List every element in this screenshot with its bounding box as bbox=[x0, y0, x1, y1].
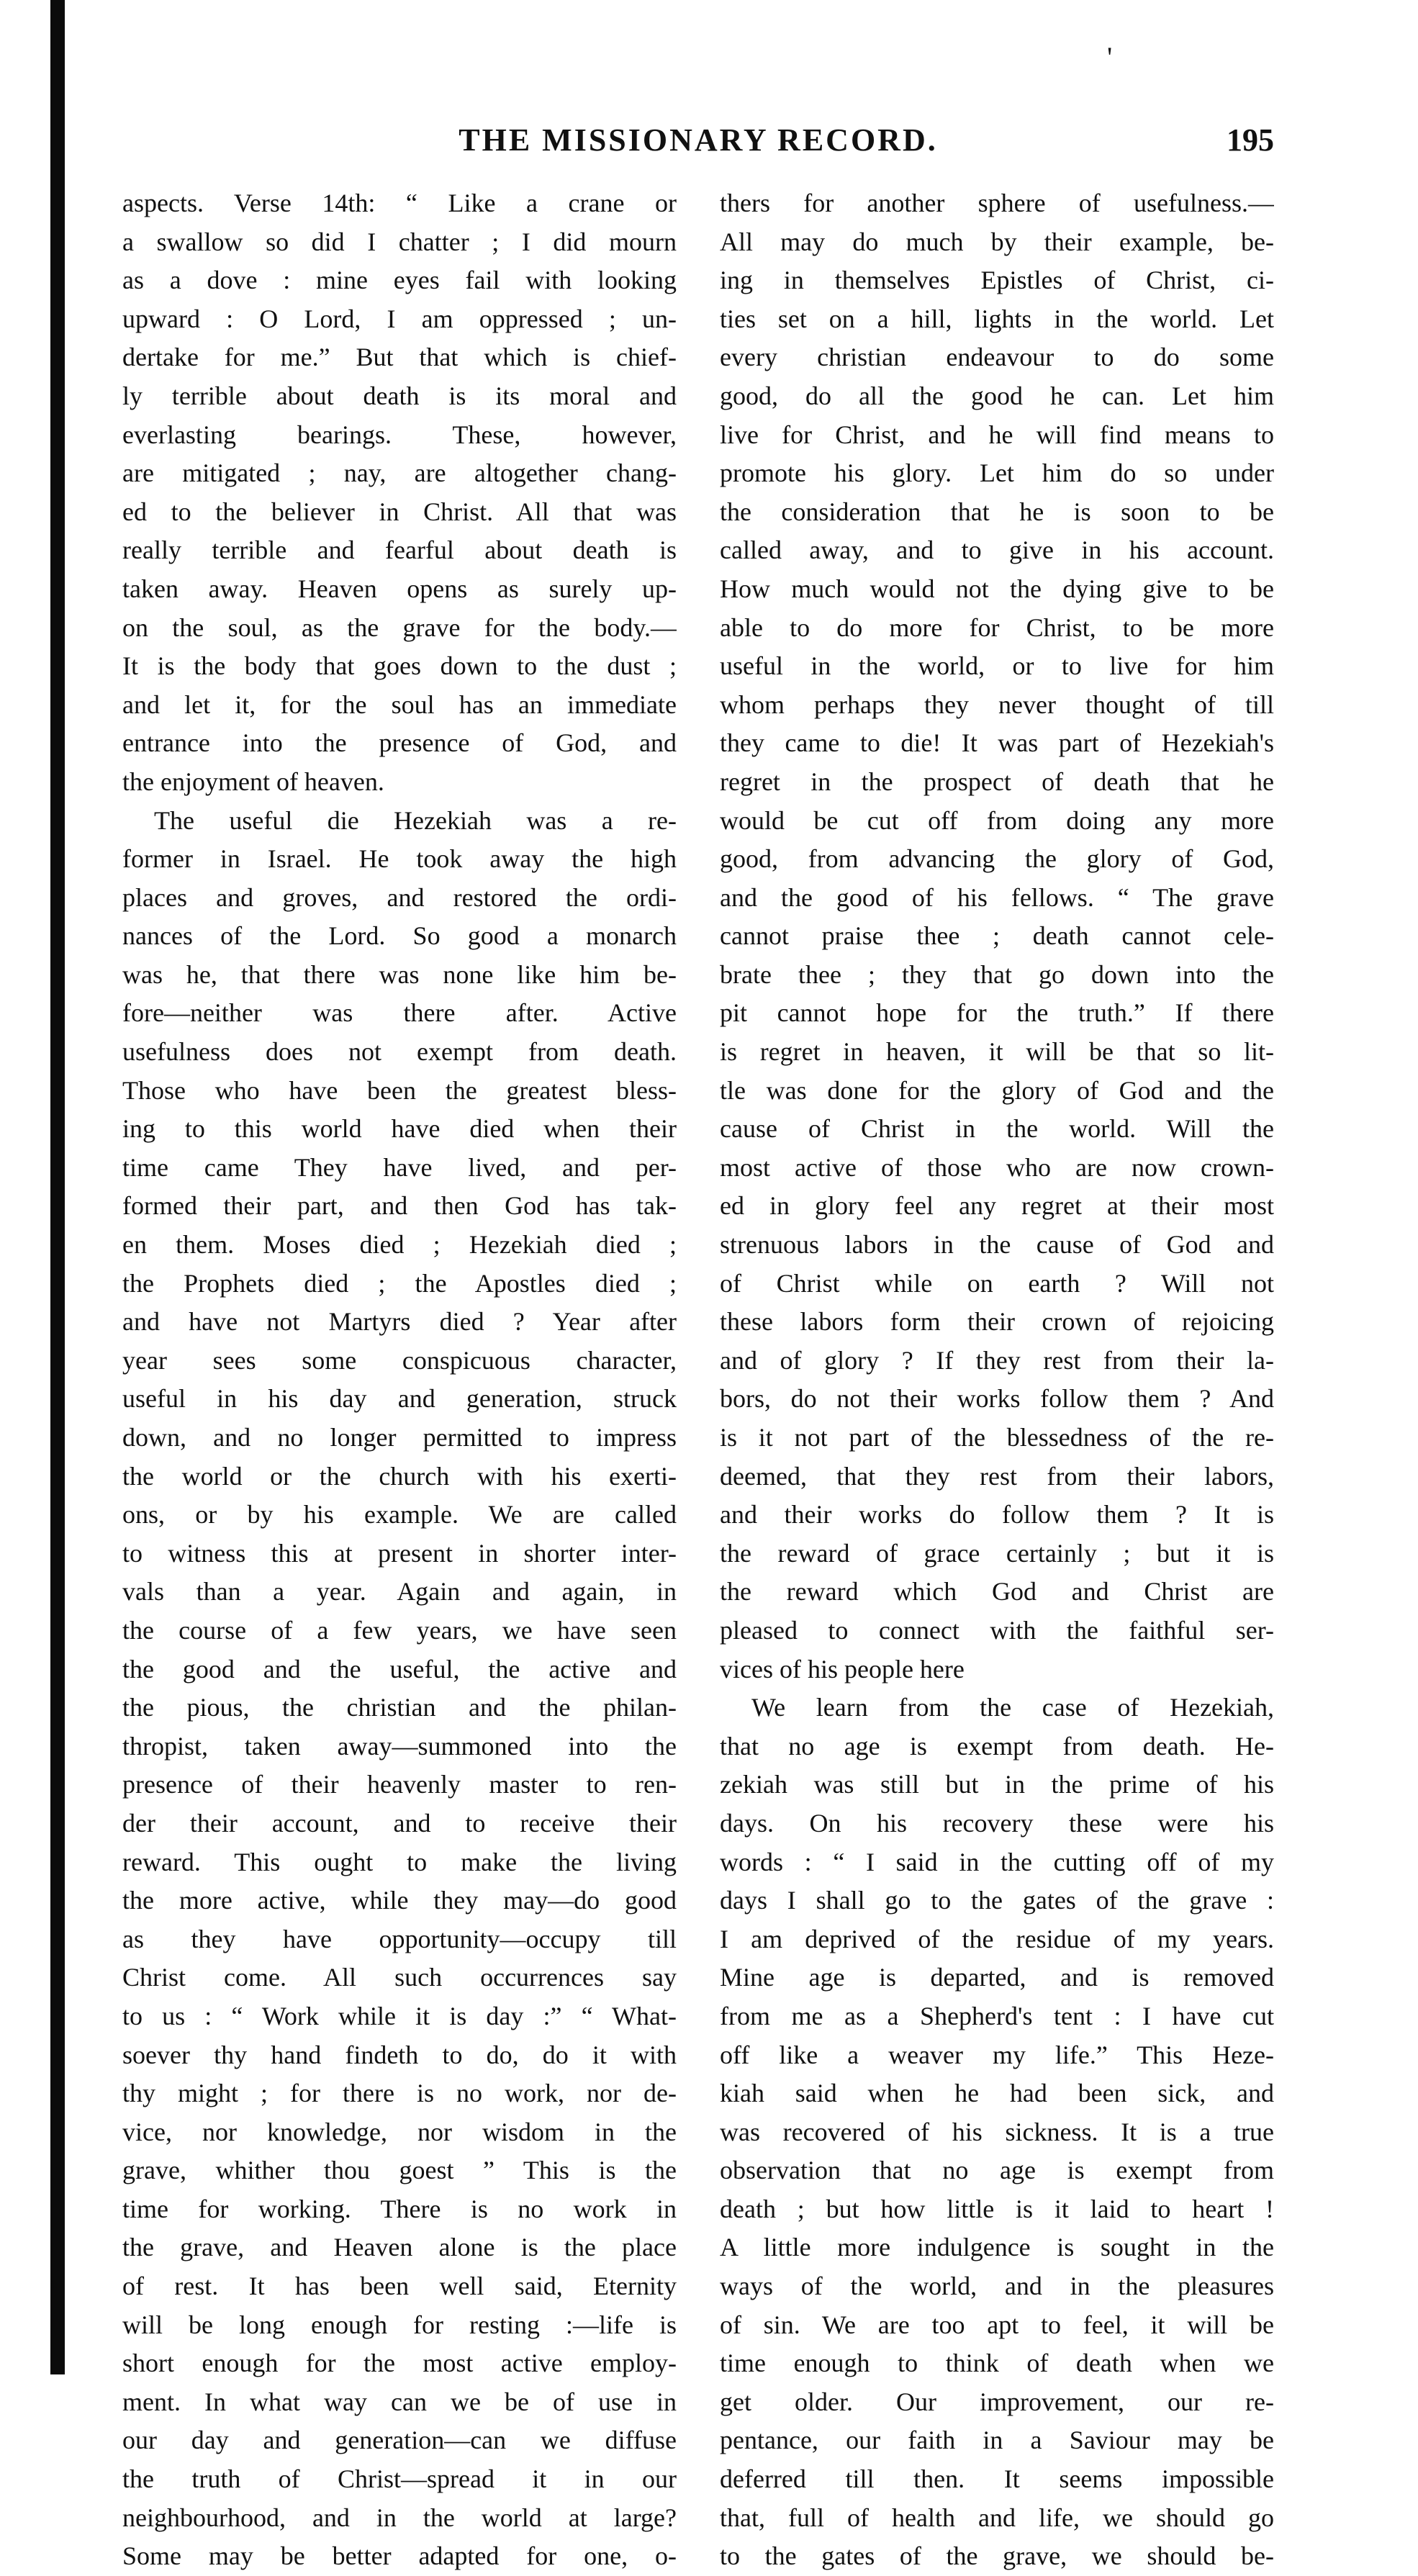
text-line: deferred till then. It seems impossible bbox=[720, 2464, 1274, 2494]
page bbox=[122, 41, 1274, 2571]
text-line: is it not part of the blessedness of the re- bbox=[720, 1423, 1274, 1452]
text-line: everlasting bearings. These, however, bbox=[122, 420, 677, 449]
text-line: short enough for the most active employ- bbox=[122, 2349, 677, 2378]
left-column bbox=[122, 184, 677, 2576]
text-line: live for Christ, and he will find means to bbox=[720, 420, 1274, 449]
text-line: the course of a few years, we have seen bbox=[122, 1615, 677, 1645]
text-line: most active of those who are now crown- bbox=[720, 1152, 1274, 1182]
text-line: neighbourhood, and in the world at large? bbox=[122, 2503, 677, 2532]
text-line: time enough to think of death when we bbox=[720, 2349, 1274, 2378]
text-line: to the gates of the grave, we should be- bbox=[720, 2541, 1274, 2571]
text-line: regret in the prospect of death that he bbox=[720, 767, 1274, 796]
text-line: promote his glory. Let him do so under bbox=[720, 458, 1274, 488]
text-line: the grave, and Heaven alone is the place bbox=[122, 2233, 677, 2262]
text-line: off like a weaver my life.” This Heze- bbox=[720, 2040, 1274, 2069]
corner-mark: ' bbox=[1107, 41, 1113, 73]
text-line: are mitigated ; nay, are altogether chang- bbox=[122, 458, 677, 488]
page-number: 195 bbox=[1227, 122, 1274, 158]
text-line: Those who have been the greatest bless- bbox=[122, 1075, 677, 1105]
text-line: these labors form their crown of rejoicing bbox=[720, 1307, 1274, 1337]
binding-edge bbox=[50, 0, 65, 2374]
text-line: every christian endeavour to do some bbox=[720, 343, 1274, 372]
text-line: Some may be better adapted for one, o- bbox=[122, 2541, 677, 2571]
text-line: thropist, taken away—summoned into the bbox=[122, 1731, 677, 1761]
text-line: ing in themselves Epistles of Christ, ci- bbox=[720, 266, 1274, 295]
text-line: ways of the world, and in the pleasures bbox=[720, 2272, 1274, 2301]
text-line: to witness this at present in shorter inter- bbox=[122, 1538, 677, 1568]
text-line: zekiah was still but in the prime of his bbox=[720, 1770, 1274, 1799]
text-line: the consideration that he is soon to be bbox=[720, 497, 1274, 526]
text-line: our day and generation—can we diffuse bbox=[122, 2426, 677, 2455]
text-line: All may do much by their example, be- bbox=[720, 227, 1274, 256]
text-line: of Christ while on earth ? Will not bbox=[720, 1268, 1274, 1298]
text-line: places and groves, and restored the ordi- bbox=[122, 882, 677, 912]
text-line: ly terrible about death is its moral and bbox=[122, 381, 677, 410]
text-line: to us : “ Work while it is day :” “ What- bbox=[122, 2001, 677, 2030]
text-line: that no age is exempt from death. He- bbox=[720, 1731, 1274, 1761]
right-column bbox=[720, 184, 1274, 2576]
text-line: ons, or by his example. We are called bbox=[122, 1500, 677, 1529]
text-line: the pious, the christian and the philan- bbox=[122, 1693, 677, 1722]
text-line: upward : O Lord, I am oppressed ; un- bbox=[122, 304, 677, 333]
text-line: The useful die Hezekiah was a re- bbox=[154, 805, 677, 835]
text-line: ed to the believer in Christ. All that was bbox=[122, 497, 677, 526]
text-line: We learn from the case of Hezekiah, bbox=[751, 1693, 1274, 1722]
text-line: usefulness does not exempt from death. bbox=[122, 1037, 677, 1067]
text-line: the world or the church with his exerti- bbox=[122, 1461, 677, 1491]
text-line: on the soul, as the grave for the body.— bbox=[122, 613, 677, 642]
text-line: the good and the useful, the active and bbox=[122, 1654, 677, 1684]
text-line: nances of the Lord. So good a monarch bbox=[122, 921, 677, 951]
text-line: whom perhaps they never thought of till bbox=[720, 690, 1274, 719]
text-line: taken away. Heaven opens as surely up- bbox=[122, 574, 677, 603]
text-line: pit cannot hope for the truth.” If there bbox=[720, 998, 1274, 1028]
text-line: as a dove : mine eyes fail with looking bbox=[122, 266, 677, 295]
text-line: year sees some conspicuous character, bbox=[122, 1345, 677, 1375]
running-title: THE MISSIONARY RECORD. bbox=[459, 122, 938, 158]
text-line: dertake for me.” But that which is chief- bbox=[122, 343, 677, 372]
text-line: the Prophets died ; the Apostles died ; bbox=[122, 1268, 677, 1298]
text-line: good, do all the good he can. Let him bbox=[720, 381, 1274, 410]
text-line: and their works do follow them ? It is bbox=[720, 1500, 1274, 1529]
text-line: really terrible and fearful about death is bbox=[122, 535, 677, 565]
text-line: pleased to connect with the faithful ser- bbox=[720, 1615, 1274, 1645]
text-line: the more active, while they may—do good bbox=[122, 1886, 677, 1915]
text-line: was he, that there was none like him be- bbox=[122, 959, 677, 989]
text-line: observation that no age is exempt from bbox=[720, 2156, 1274, 2185]
text-line: cause of Christ in the world. Will the bbox=[720, 1114, 1274, 1144]
text-line: was recovered of his sickness. It is a true bbox=[720, 2117, 1274, 2146]
text-line: How much would not the dying give to be bbox=[720, 574, 1274, 603]
text-line: is regret in heaven, it will be that so lit- bbox=[720, 1037, 1274, 1067]
text-line: brate thee ; they that go down into the bbox=[720, 959, 1274, 989]
text-line: It is the body that goes down to the dust ; bbox=[122, 651, 677, 681]
text-line: A little more indulgence is sought in the bbox=[720, 2233, 1274, 2262]
text-line: of sin. We are too apt to feel, it will be bbox=[720, 2310, 1274, 2339]
text-line: that, full of health and life, we should go bbox=[720, 2503, 1274, 2532]
text-line: days I shall go to the gates of the grave : bbox=[720, 1886, 1274, 1915]
text-line: a swallow so did I chatter ; I did mourn bbox=[122, 227, 677, 256]
text-line: the truth of Christ—spread it in our bbox=[122, 2464, 677, 2494]
text-line: thers for another sphere of usefulness.— bbox=[720, 189, 1274, 217]
text-line: pentance, our faith in a Saviour may be bbox=[720, 2426, 1274, 2455]
text-line: useful in the world, or to live for him bbox=[720, 651, 1274, 681]
text-line: death ; but how little is it laid to heart ! bbox=[720, 2194, 1274, 2223]
text-line: from me as a Shepherd's tent : I have cut bbox=[720, 2001, 1274, 2030]
text-line: presence of their heavenly master to ren- bbox=[122, 1770, 677, 1799]
text-line: kiah said when he had been sick, and bbox=[720, 2079, 1274, 2108]
text-line: der their account, and to receive their bbox=[122, 1808, 677, 1838]
text-line: I am deprived of the residue of my years. bbox=[720, 1924, 1274, 1953]
text-line: deemed, that they rest from their labors, bbox=[720, 1461, 1274, 1491]
running-head bbox=[122, 115, 1274, 166]
text-line: cannot praise thee ; death cannot cele- bbox=[720, 921, 1274, 951]
text-line: the enjoyment of heaven. bbox=[122, 767, 384, 796]
text-line: ing to this world have died when their bbox=[122, 1114, 677, 1144]
text-line: time came They have lived, and per- bbox=[122, 1152, 677, 1182]
text-line: able to do more for Christ, to be more bbox=[720, 613, 1274, 642]
text-line: former in Israel. He took away the high bbox=[122, 844, 677, 874]
text-line: bors, do not their works follow them ? And bbox=[720, 1384, 1274, 1414]
text-line: down, and no longer permitted to impress bbox=[122, 1423, 677, 1452]
text-line: and have not Martyrs died ? Year after bbox=[122, 1307, 677, 1337]
text-line: Christ come. All such occurrences say bbox=[122, 1963, 677, 1992]
text-line: of rest. It has been well said, Eternity bbox=[122, 2272, 677, 2301]
text-line: ment. In what way can we be of use in bbox=[122, 2387, 677, 2416]
text-line: useful in his day and generation, struck bbox=[122, 1384, 677, 1414]
text-line: fore—neither was there after. Active bbox=[122, 998, 677, 1028]
text-line: good, from advancing the glory of God, bbox=[720, 844, 1274, 874]
text-line: strenuous labors in the cause of God and bbox=[720, 1230, 1274, 1260]
text-line: and let it, for the soul has an immediate bbox=[122, 690, 677, 719]
text-line: soever thy hand findeth to do, do it with bbox=[122, 2040, 677, 2069]
text-line: time for working. There is no work in bbox=[122, 2194, 677, 2223]
text-line: and the good of his fellows. “ The grave bbox=[720, 882, 1274, 912]
text-line: would be cut off from doing any more bbox=[720, 805, 1274, 835]
text-line: vices of his people here bbox=[720, 1654, 965, 1684]
text-line: vals than a year. Again and again, in bbox=[122, 1577, 677, 1606]
text-line: en them. Moses died ; Hezekiah died ; bbox=[122, 1230, 677, 1260]
text-line: aspects. Verse 14th: “ Like a crane or bbox=[122, 189, 677, 217]
text-line: ed in glory feel any regret at their most bbox=[720, 1191, 1274, 1221]
text-line: ties set on a hill, lights in the world. Let bbox=[720, 304, 1274, 333]
text-line: called away, and to give in his account. bbox=[720, 535, 1274, 565]
text-line: they came to die! It was part of Hezekiah's bbox=[720, 728, 1274, 758]
text-line: grave, whither thou goest ” This is the bbox=[122, 2156, 677, 2185]
text-line: reward. This ought to make the living bbox=[122, 1847, 677, 1876]
text-line: the reward of grace certainly ; but it is bbox=[720, 1538, 1274, 1568]
text-line: will be long enough for resting :—life is bbox=[122, 2310, 677, 2339]
text-line: the reward which God and Christ are bbox=[720, 1577, 1274, 1606]
text-line: vice, nor knowledge, nor wisdom in the bbox=[122, 2117, 677, 2146]
text-line: get older. Our improvement, our re- bbox=[720, 2387, 1274, 2416]
text-line: and of glory ? If they rest from their la- bbox=[720, 1345, 1274, 1375]
text-line: as they have opportunity—occupy till bbox=[122, 1924, 677, 1953]
text-line: Mine age is departed, and is removed bbox=[720, 1963, 1274, 1992]
text-line: entrance into the presence of God, and bbox=[122, 728, 677, 758]
text-line: words : “ I said in the cutting off of my bbox=[720, 1847, 1274, 1876]
text-line: thy might ; for there is no work, nor de- bbox=[122, 2079, 677, 2108]
text-line: tle was done for the glory of God and the bbox=[720, 1075, 1274, 1105]
text-line: days. On his recovery these were his bbox=[720, 1808, 1274, 1838]
text-line: formed their part, and then God has tak- bbox=[122, 1191, 677, 1221]
